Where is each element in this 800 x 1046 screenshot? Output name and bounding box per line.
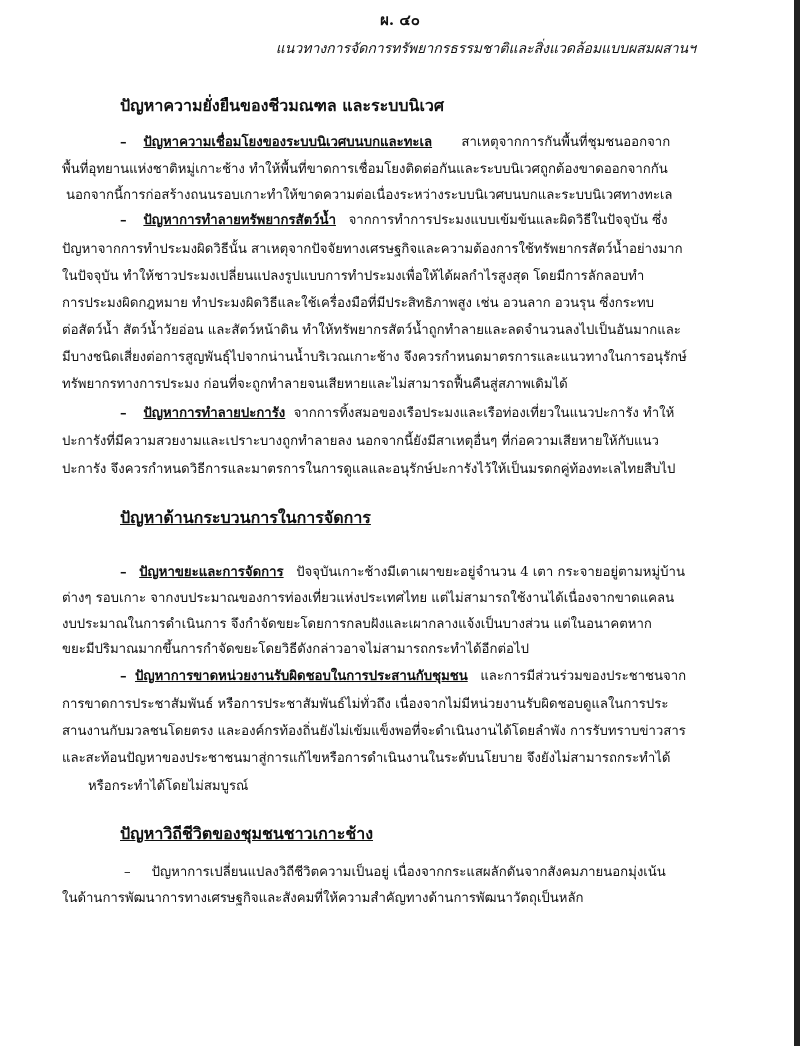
bullet-dash: – xyxy=(120,565,127,580)
paragraph-text: และการมีส่วนร่วมของประชาชนจาก xyxy=(480,669,687,684)
bullet-dash: – xyxy=(120,213,127,228)
section-heading-text: ปัญหาวิถีชีวิตของชุมชนชาวเกาะช้าง xyxy=(120,824,374,843)
scan-edge-shadow xyxy=(794,0,800,1046)
paragraph-text: ปัญหาการเปลี่ยนแปลงวิถีชีวิตความเป็นอยู่ เนื่องจากกระแสผลักดันจากสังคมภายนอกมุ่งเน้น xyxy=(151,865,666,880)
paragraph-line: สานงานกับมวลชนโดยตรง และองค์กรท้องถิ่นยังไม่เข้มแข็งพอที่จะดำเนินงานได้โดยลำพัง การรับทราบข่าวสาร xyxy=(62,724,686,739)
paragraph-line xyxy=(120,566,685,579)
paragraph-line: ต่างๆ รอบเกาะ จากงบประมาณของการท่องเที่ยวแห่งประเทศไทย แต่ไม่สามารถใช้งานได้เนื่องจากขาดแคลน xyxy=(62,591,675,606)
subtopic-title: ปัญหาการทำลายปะการัง xyxy=(143,406,286,421)
paragraph-line: และสะท้อนปัญหาของประชาชนมาสู่การแก้ไขหรือการดำเนินงานในระดับนโยบาย จึงยังไม่สามารถกระทำได้ xyxy=(62,751,671,766)
running-header: แนวทางการจัดการทรัพยากรธรรมชาติและสิ่งแวดล้อมแบบผสมผสานฯ xyxy=(275,41,696,57)
paragraph-line: การประมงผิดกฎหมาย ทำประมงผิดวิธีและใช้เครื่องมือที่มีประสิทธิภาพสูง เช่น อวนลาก อวนรุน ซึ่งกระทบ xyxy=(62,296,655,311)
paragraph-line xyxy=(120,670,686,683)
paragraph-line: นอกจากนี้การก่อสร้างถนนรอบเกาะทำให้ขาดความต่อเนื่องระหว่างระบบนิเวศบนบกและระบบนิเวศทางทะเล xyxy=(66,188,673,203)
paragraph-line: ในด้านการพัฒนาการทางเศรษฐกิจและสังคมที่ให้ความสำคัญทางด้านการพัฒนาวัตถุเป็นหลัก xyxy=(62,891,584,906)
section-heading-lifestyle xyxy=(120,822,373,847)
subtopic-title: ปัญหาความเชื่อมโยงของระบบนิเวศบนบกและทะเล xyxy=(143,135,433,150)
subtopic-title: ปัญหาการทำลายทรัพยากรสัตว์น้ำ xyxy=(143,213,336,228)
paragraph-line: หรือกระทำได้โดยไม่สมบูรณ์ xyxy=(88,779,249,794)
bullet-dash: – xyxy=(124,865,131,880)
paragraph-line xyxy=(120,214,668,227)
paragraph-text: จากการทิ้งสมอของเรือประมงและเรือท่องเที่ยวในแนวปะการัง ทำให้ xyxy=(293,406,675,421)
paragraph-line: การขาดการประชาสัมพันธ์ หรือการประชาสัมพันธ์ไม่ทั่วถึง เนื่องจากไม่มีหน่วยงานรับผิดชอบดูแลในการประ xyxy=(62,697,669,712)
subtopic-title: ปัญหาการขาดหน่วยงานรับผิดชอบในการประสานกับชุมชน xyxy=(134,669,468,684)
paragraph-line: มีบางชนิดเสี่ยงต่อการสูญพันธุ์ไปจากน่านน้ำบริเวณเกาะช้าง จึงควรกำหนดมาตรการและแนวทางในการอนุรักษ์ xyxy=(62,350,687,365)
paragraph-line: ปะการังที่มีความสวยงามและเปราะบางถูกทำลายลง นอกจากนี้ยังมีสาเหตุอื่นๆ ที่ก่อความเสียหายให้กับแนว xyxy=(62,434,659,449)
paragraph-text: จากการทำการประมงแบบเข้มข้นและผิดวิธีในปัจจุบัน ซึ่ง xyxy=(348,213,668,228)
paragraph-text: ปัจจุบันเกาะช้างมีเตาเผาขยะอยู่จำนวน 4 เตา กระจายอยู่ตามหมู่บ้าน xyxy=(296,565,685,580)
paragraph-line: ในปัจจุบัน ทำให้ชาวประมงเปลี่ยนแปลงรูปแบบการทำประมงเพื่อให้ได้ผลกำไรสูงสุด โดยมีการลักลอบทำ xyxy=(62,269,645,284)
paragraph-text: สาเหตุจากการกันพื้นที่ชุมชนออกจาก xyxy=(461,135,671,150)
subtopic-title: ปัญหาขยะและการจัดการ xyxy=(139,565,284,580)
section-heading-text: ปัญหาด้านกระบวนการในการจัดการ xyxy=(120,508,371,527)
section-heading-biosphere: ปัญหาความยั่งยืนของชีวมณฑล และระบบนิเวศ xyxy=(120,96,445,115)
paragraph-line: ขยะมีปริมาณมากขึ้นการกำจัดขยะโดยวิธีดังกล่าวอาจไม่สามารถกระทำได้อีกต่อไป xyxy=(62,642,529,657)
paragraph-line xyxy=(120,136,670,149)
bullet-dash: – xyxy=(120,135,127,150)
paragraph-line xyxy=(124,866,666,879)
paragraph-line xyxy=(120,407,674,420)
page-number: ผ. ๔๐ xyxy=(380,11,420,29)
bullet-dash: – xyxy=(120,669,127,684)
paragraph-line: ปะการัง จึงควรกำหนดวิธีการและมาตรการในการดูแลและอนุรักษ์ปะการังไว้ให้เป็นมรดกคู่ท้องทะเลไทยสืบไป xyxy=(62,462,676,477)
paragraph-line: ต่อสัตว์น้ำ สัตว์น้ำวัยอ่อน และสัตว์หน้าดิน ทำให้ทรัพยากรสัตว์น้ำถูกทำลายและลดจำนวนลงไปเป็นอันมากและ xyxy=(62,323,681,338)
paragraph-line: ปัญหาจากการทำประมงผิดวิธีนั้น สาเหตุจากปัจจัยทางเศรษฐกิจและความต้องการใช้ทรัพยากรสัตว์น้ำอย่างมาก xyxy=(62,242,683,257)
paragraph-line: ทรัพยากรทางการประมง ก่อนที่จะถูกทำลายจนเสียหายและไม่สามารถฟื้นคืนสู่สภาพเดิมได้ xyxy=(62,377,568,392)
section-heading-management xyxy=(120,506,371,531)
paragraph-line: งบประมาณในการดำเนินการ จึงกำจัดขยะโดยการกลบฝังและเผากลางแจ้งเป็นบางส่วน แต่ในอนาคตหาก xyxy=(62,617,652,632)
paragraph-line: พื้นที่อุทยานแห่งชาติหมู่เกาะช้าง ทำให้พื้นที่ขาดการเชื่อมโยงติดต่อกันและระบบนิเวศถูกต้องขาดออกจากกัน xyxy=(62,162,668,177)
bullet-dash: – xyxy=(120,406,127,421)
